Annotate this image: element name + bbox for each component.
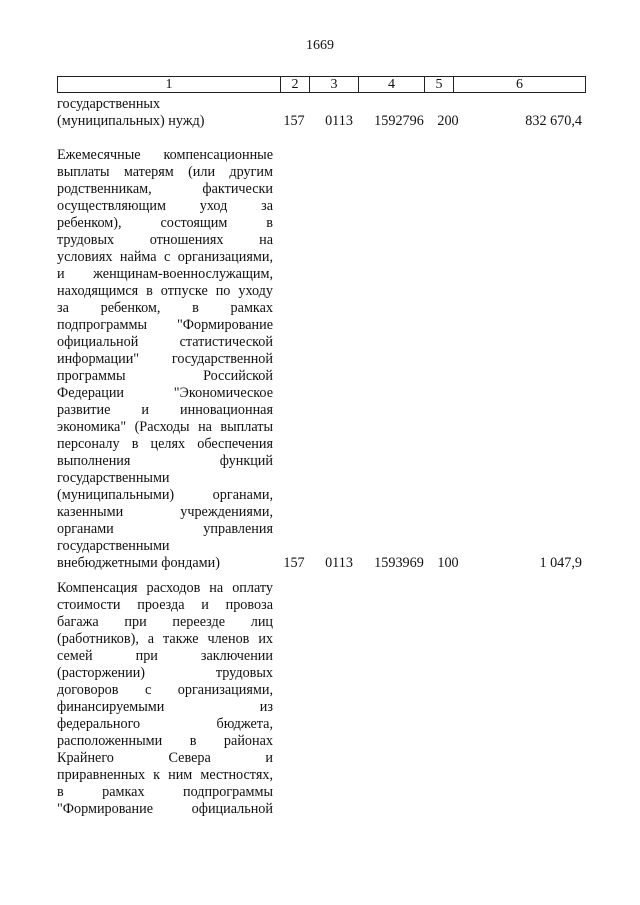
description-line: трудовых отношениях на xyxy=(57,232,273,248)
description-line: официальной статистической xyxy=(57,334,273,350)
expense-type-cell: 200 xyxy=(437,113,459,129)
description-line: (муниципальными) органами, xyxy=(57,487,273,503)
admin-code-cell: 157 xyxy=(283,555,305,571)
target-code-cell: 1593969 xyxy=(374,555,424,571)
column-header-4: 4 xyxy=(359,77,425,93)
description-line: Ежемесячные компенсационные xyxy=(57,147,273,163)
admin-code-cell: 157 xyxy=(283,113,305,129)
description-line: родственникам, фактически xyxy=(57,181,273,197)
column-header-3: 3 xyxy=(310,77,359,93)
description-line: развитие и инновационная xyxy=(57,402,273,418)
description-line: условиях найма с организациями, xyxy=(57,249,273,265)
description-line: подпрограммы "Формирование xyxy=(57,317,273,333)
description-line: выплаты матерям (или другим xyxy=(57,164,273,180)
section-code-cell: 0113 xyxy=(325,555,353,571)
column-header-6: 6 xyxy=(454,77,586,93)
description-line: семей при заключении xyxy=(57,648,273,664)
description-line: выполнения функций xyxy=(57,453,273,469)
description-line: федерального бюджета, xyxy=(57,716,273,732)
description-line: информации" государственной xyxy=(57,351,273,367)
description-line: программы Российской xyxy=(57,368,273,384)
description-line: договоров с организациями, xyxy=(57,682,273,698)
description-line: экономика" (Расходы на выплаты xyxy=(57,419,273,435)
description-line: ребенком), состоящим в xyxy=(57,215,273,231)
description-line: казенными учреждениями, xyxy=(57,504,273,520)
row-description xyxy=(57,580,273,818)
description-line: финансируемыми из xyxy=(57,699,273,715)
description-line: государственными xyxy=(57,470,170,486)
section-code-cell: 0113 xyxy=(325,113,353,129)
column-header-2: 2 xyxy=(281,77,310,93)
description-line: внебюджетными фондами) xyxy=(57,555,220,571)
column-header-row xyxy=(57,76,586,93)
column-header-5: 5 xyxy=(425,77,454,93)
description-line: осуществляющим уход за xyxy=(57,198,273,214)
description-line: (работников), а также членов их xyxy=(57,631,273,647)
description-line: государственных xyxy=(57,96,161,112)
target-code-cell: 1592796 xyxy=(374,113,424,129)
description-line: стоимости проезда и провоза xyxy=(57,597,273,613)
description-line: расположенными в районах xyxy=(57,733,273,749)
description-line: органами управления xyxy=(57,521,273,537)
description-line: (расторжении) трудовых xyxy=(57,665,273,681)
page-number: 1669 xyxy=(306,38,334,53)
description-line: за ребенком, в рамках xyxy=(57,300,273,316)
description-line: и женщинам-военнослужащим, xyxy=(57,266,273,282)
description-line: государственными xyxy=(57,538,170,554)
amount-cell: 1 047,9 xyxy=(539,555,582,571)
description-line: персоналу в целях обеспечения xyxy=(57,436,273,452)
row-description xyxy=(57,96,273,130)
description-line: "Формирование официальной xyxy=(57,801,273,817)
description-line: находящимся в отпуске по уходу xyxy=(57,283,273,299)
description-line: багажа при переезде лиц xyxy=(57,614,273,630)
row-description xyxy=(57,147,273,572)
expense-type-cell: 100 xyxy=(437,555,459,571)
description-line: (муниципальных) нужд) xyxy=(57,113,205,129)
amount-cell: 832 670,4 xyxy=(525,113,582,129)
description-line: приравненных к ним местностях, xyxy=(57,767,273,783)
description-line: Крайнего Севера и xyxy=(57,750,273,766)
description-line: Компенсация расходов на оплату xyxy=(57,580,273,596)
column-header-1: 1 xyxy=(58,77,281,93)
description-line: в рамках подпрограммы xyxy=(57,784,273,800)
description-line: Федерации "Экономическое xyxy=(57,385,273,401)
